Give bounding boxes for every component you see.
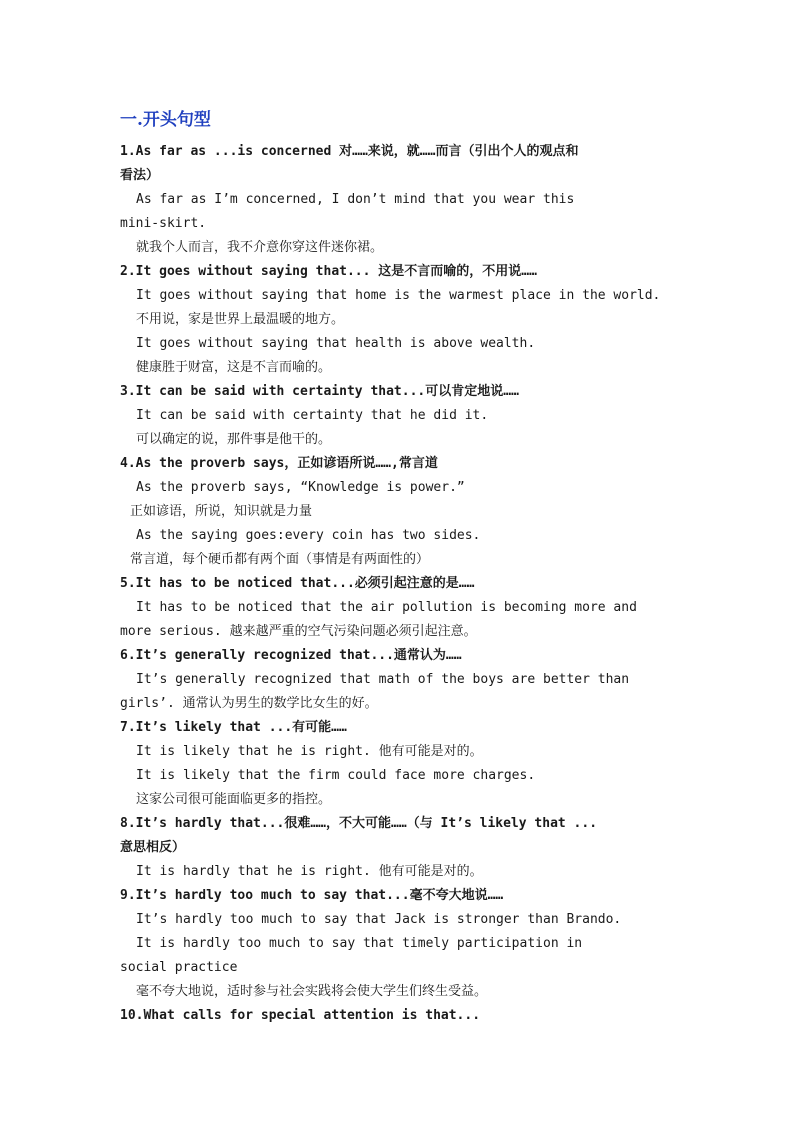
pattern-heading: 3.It can be said with certainty that...可以肯定地说…… [120,384,519,399]
pattern-heading: 5.It has to be noticed that...必须引起注意的是…… [120,576,475,591]
example-line: 不用说，家是世界上最温暖的地方。 [136,312,345,327]
example-line: girls’. 通常认为男生的数学比女生的好。 [120,696,378,711]
document-content [120,104,680,1028]
pattern-heading: 4.As the proverb says，正如谚语所说……,常言道 [120,456,438,471]
example-line: 毫不夸大地说，适时参与社会实践将会使大学生们终生受益。 [136,984,488,999]
pattern-heading: 9.It’s hardly too much to say that...毫不夸大地说…… [120,888,504,903]
section-title: 一.开头句型 [120,110,211,130]
example-line: 可以确定的说，那件事是他干的。 [136,432,332,447]
example-line: It has to be noticed that the air pollution is becoming more and [136,600,637,615]
pattern-heading: 意思相反） [120,840,186,855]
example-line: It is hardly too much to say that timely participation in [136,936,583,951]
example-line: 健康胜于财富，这是不言而喻的。 [136,360,332,375]
example-line: 就我个人而言，我不介意你穿这件迷你裙。 [136,240,384,255]
example-line: It’s generally recognized that math of the boys are better than [136,672,630,687]
pattern-heading: 2.It goes without saying that... 这是不言而喻的，不用说…… [120,264,537,279]
example-line: mini-skirt. [120,216,207,231]
example-line: As far as I’m concerned, I don’t mind that you wear this [136,192,575,207]
example-line: It can be said with certainty that he did it. [136,408,489,423]
example-line: 这家公司很可能面临更多的指控。 [136,792,332,807]
pattern-heading: 10.What calls for special attention is that... [120,1008,481,1023]
example-line: It is likely that the firm could face more charges. [136,768,536,783]
example-line: It goes without saying that home is the warmest place in the world. [136,288,661,303]
example-line: 常言道，每个硬币都有两个面（事情是有两面性的） [130,552,430,567]
pattern-heading: 6.It’s generally recognized that...通常认为…… [120,648,462,663]
example-line: It’s hardly too much to say that Jack is stronger than Brando. [136,912,622,927]
pattern-heading: 1.As far as ...is concerned 对……来说，就……而言（引出个人的观点和 [120,144,579,159]
example-line: social practice [120,960,238,975]
pattern-heading: 8.It’s hardly that...很难……，不大可能……（与 It’s likely that ... [120,816,598,831]
example-line: As the proverb says, “Knowledge is power.” [136,480,465,495]
pattern-heading: 7.It’s likely that ...有可能…… [120,720,347,735]
example-line: As the saying goes:every coin has two sides. [136,528,481,543]
example-line: It is likely that he is right. 他有可能是对的。 [136,744,483,759]
example-line: It is hardly that he is right. 他有可能是对的。 [136,864,483,879]
example-line: It goes without saying that health is above wealth. [136,336,536,351]
pattern-heading: 看法） [120,168,160,183]
example-line: 正如谚语，所说，知识就是力量 [130,504,313,519]
example-line: more serious. 越来越严重的空气污染问题必须引起注意。 [120,624,477,639]
document-body [120,140,680,1028]
